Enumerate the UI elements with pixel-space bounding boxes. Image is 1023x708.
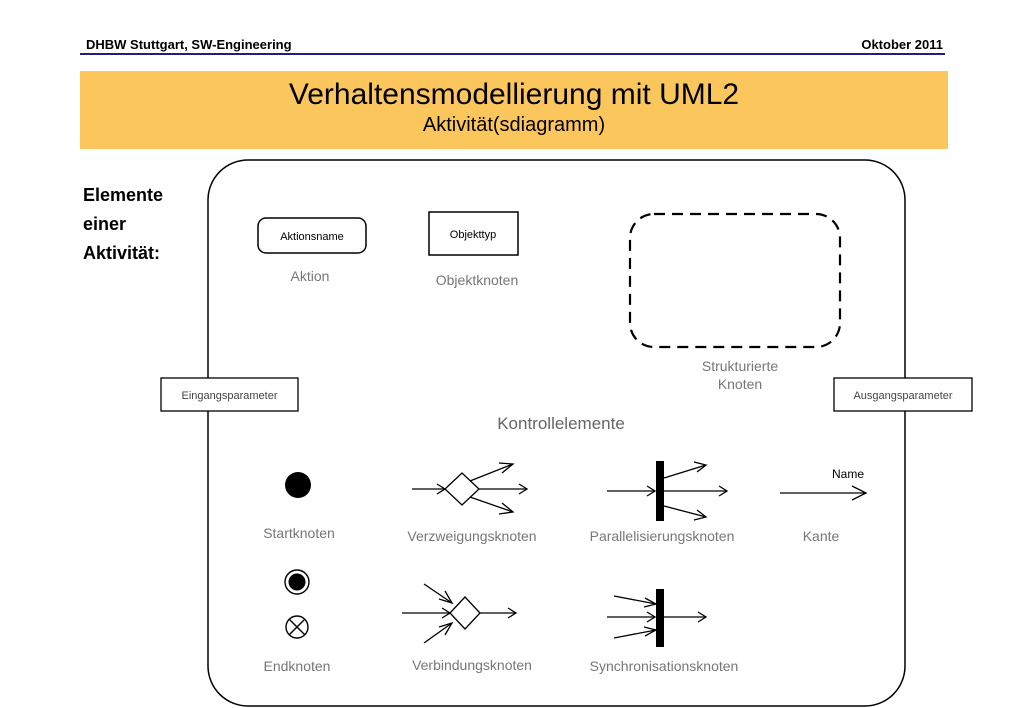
join-node-caption: Synchronisationsknoten bbox=[589, 658, 739, 674]
decision-node-symbol bbox=[412, 463, 527, 514]
side-label-line: einer bbox=[83, 214, 127, 234]
flow-final-node-symbol bbox=[286, 616, 308, 638]
control-elements-heading: Kontrollelemente bbox=[497, 414, 625, 433]
join-bar bbox=[656, 589, 664, 647]
edge-caption: Kante bbox=[802, 528, 840, 544]
fork-bar bbox=[656, 461, 664, 521]
structured-caption-line1: Strukturierte bbox=[701, 358, 779, 374]
edge-name-label: Name bbox=[831, 467, 865, 481]
header-right-text: Oktober 2011 bbox=[861, 37, 943, 52]
side-label-line: Elemente bbox=[83, 185, 164, 205]
object-node-label: Objekttyp bbox=[449, 229, 497, 241]
merge-node-caption: Verbindungsknoten bbox=[412, 657, 532, 673]
slide-title: Verhaltensmodellierung mit UML2 bbox=[288, 78, 740, 111]
end-node-caption: Endknoten bbox=[263, 658, 331, 674]
side-label-line: Aktivität: bbox=[83, 243, 161, 263]
fork-node-caption: Parallelisierungsknoten bbox=[589, 528, 735, 544]
fork-node-symbol bbox=[607, 462, 727, 520]
activity-final-node-fill bbox=[289, 574, 306, 591]
structured-caption-line2: Knoten bbox=[717, 376, 763, 392]
start-node-caption: Startknoten bbox=[263, 525, 335, 541]
action-node-label: Aktionsname bbox=[280, 231, 344, 243]
merge-node-symbol bbox=[402, 584, 516, 643]
decision-node-caption: Verzweigungsknoten bbox=[407, 528, 537, 544]
start-node-symbol bbox=[285, 472, 311, 498]
slide-subtitle: Aktivität(sdiagramm) bbox=[422, 114, 606, 136]
object-caption: Objektknoten bbox=[435, 272, 519, 288]
edge-symbol bbox=[780, 486, 866, 500]
structured-node-box bbox=[630, 214, 840, 347]
output-parameter-label: Ausgangsparameter bbox=[853, 390, 953, 402]
input-parameter-label: Eingangsparameter bbox=[181, 390, 278, 402]
header-left-text: DHBW Stuttgart, SW-Engineering bbox=[86, 37, 292, 52]
action-caption: Aktion bbox=[290, 268, 330, 284]
